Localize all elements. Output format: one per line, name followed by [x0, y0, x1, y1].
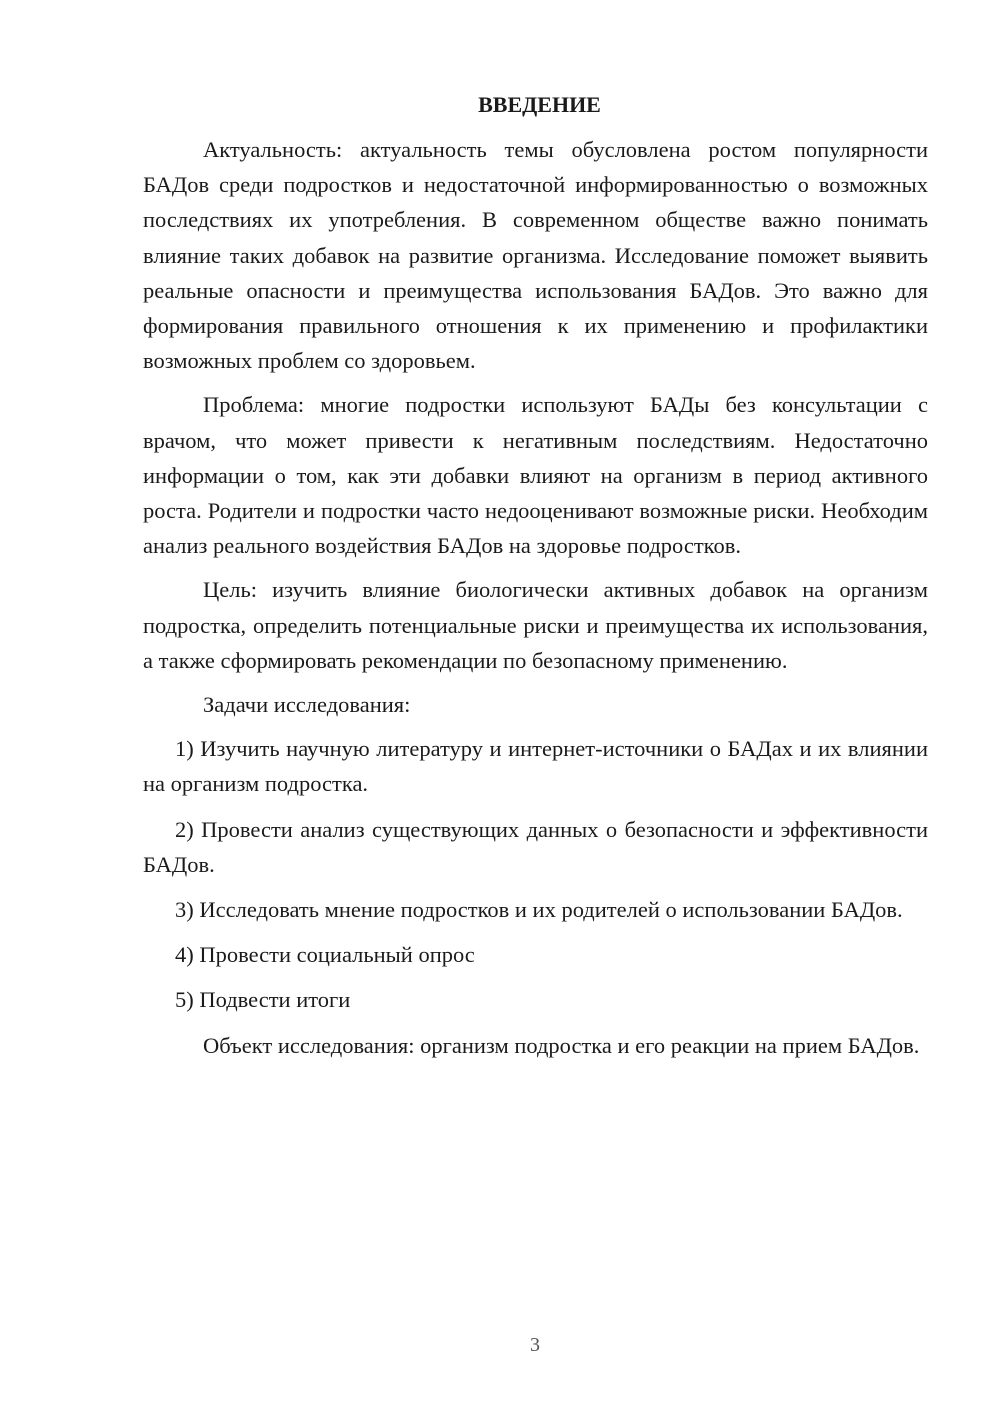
paragraph-relevance: Актуальность: актуальность темы обусловлена ростом популярности БАДов среди подростков и недостаточной информированностью о возможных последствиях их употребления. В современном обществе важно понимать влияние таких добавок на развитие организма. Исследование поможет выявить реальные опасности и преимущества использования БАДов. Это важно для формирования правильного отношения к их применению и профилактики возможных проблем со здоровьем. — [143, 137, 928, 374]
task-item-5: 5) Подвести итоги — [175, 987, 351, 1013]
paragraph-problem: Проблема: многие подростки используют БАДы без консультации с врачом, что может привести к негативным последствиям. Недостаточно информации о том, как эти добавки влияют на организм в период активного роста. Родители и подростки часто недооценивают возможные риски. Необходим анализ реального воздействия БАДов на здоровье подростков. — [143, 392, 928, 559]
paragraph-object: Объект исследования: организм подростка и его реакции на прием БАДов. — [203, 1032, 920, 1058]
section-title: ВВЕДЕНИЕ — [478, 92, 601, 117]
task-item-3: 3) Исследовать мнение подростков и их родителей о использовании БАДов. — [175, 897, 903, 923]
task-item-1: 1) Изучить научную литературу и интернет-источники о БАДах и их влиянии на организм подростка. — [143, 736, 928, 797]
tasks-heading: Задачи исследования: — [203, 692, 411, 718]
document-page — [143, 92, 928, 1072]
paragraph-goal: Цель: изучить влияние биологически активных добавок на организм подростка, определить потенциальные риски и преимущества их использования, а также сформировать рекомендации по безопасному применению. — [143, 577, 928, 673]
page-number: 3 — [530, 1334, 540, 1356]
task-item-4: 4) Провести социальный опрос — [175, 942, 475, 968]
task-item-2: 2) Провести анализ существующих данных о безопасности и эффективности БАДов. — [143, 816, 928, 877]
